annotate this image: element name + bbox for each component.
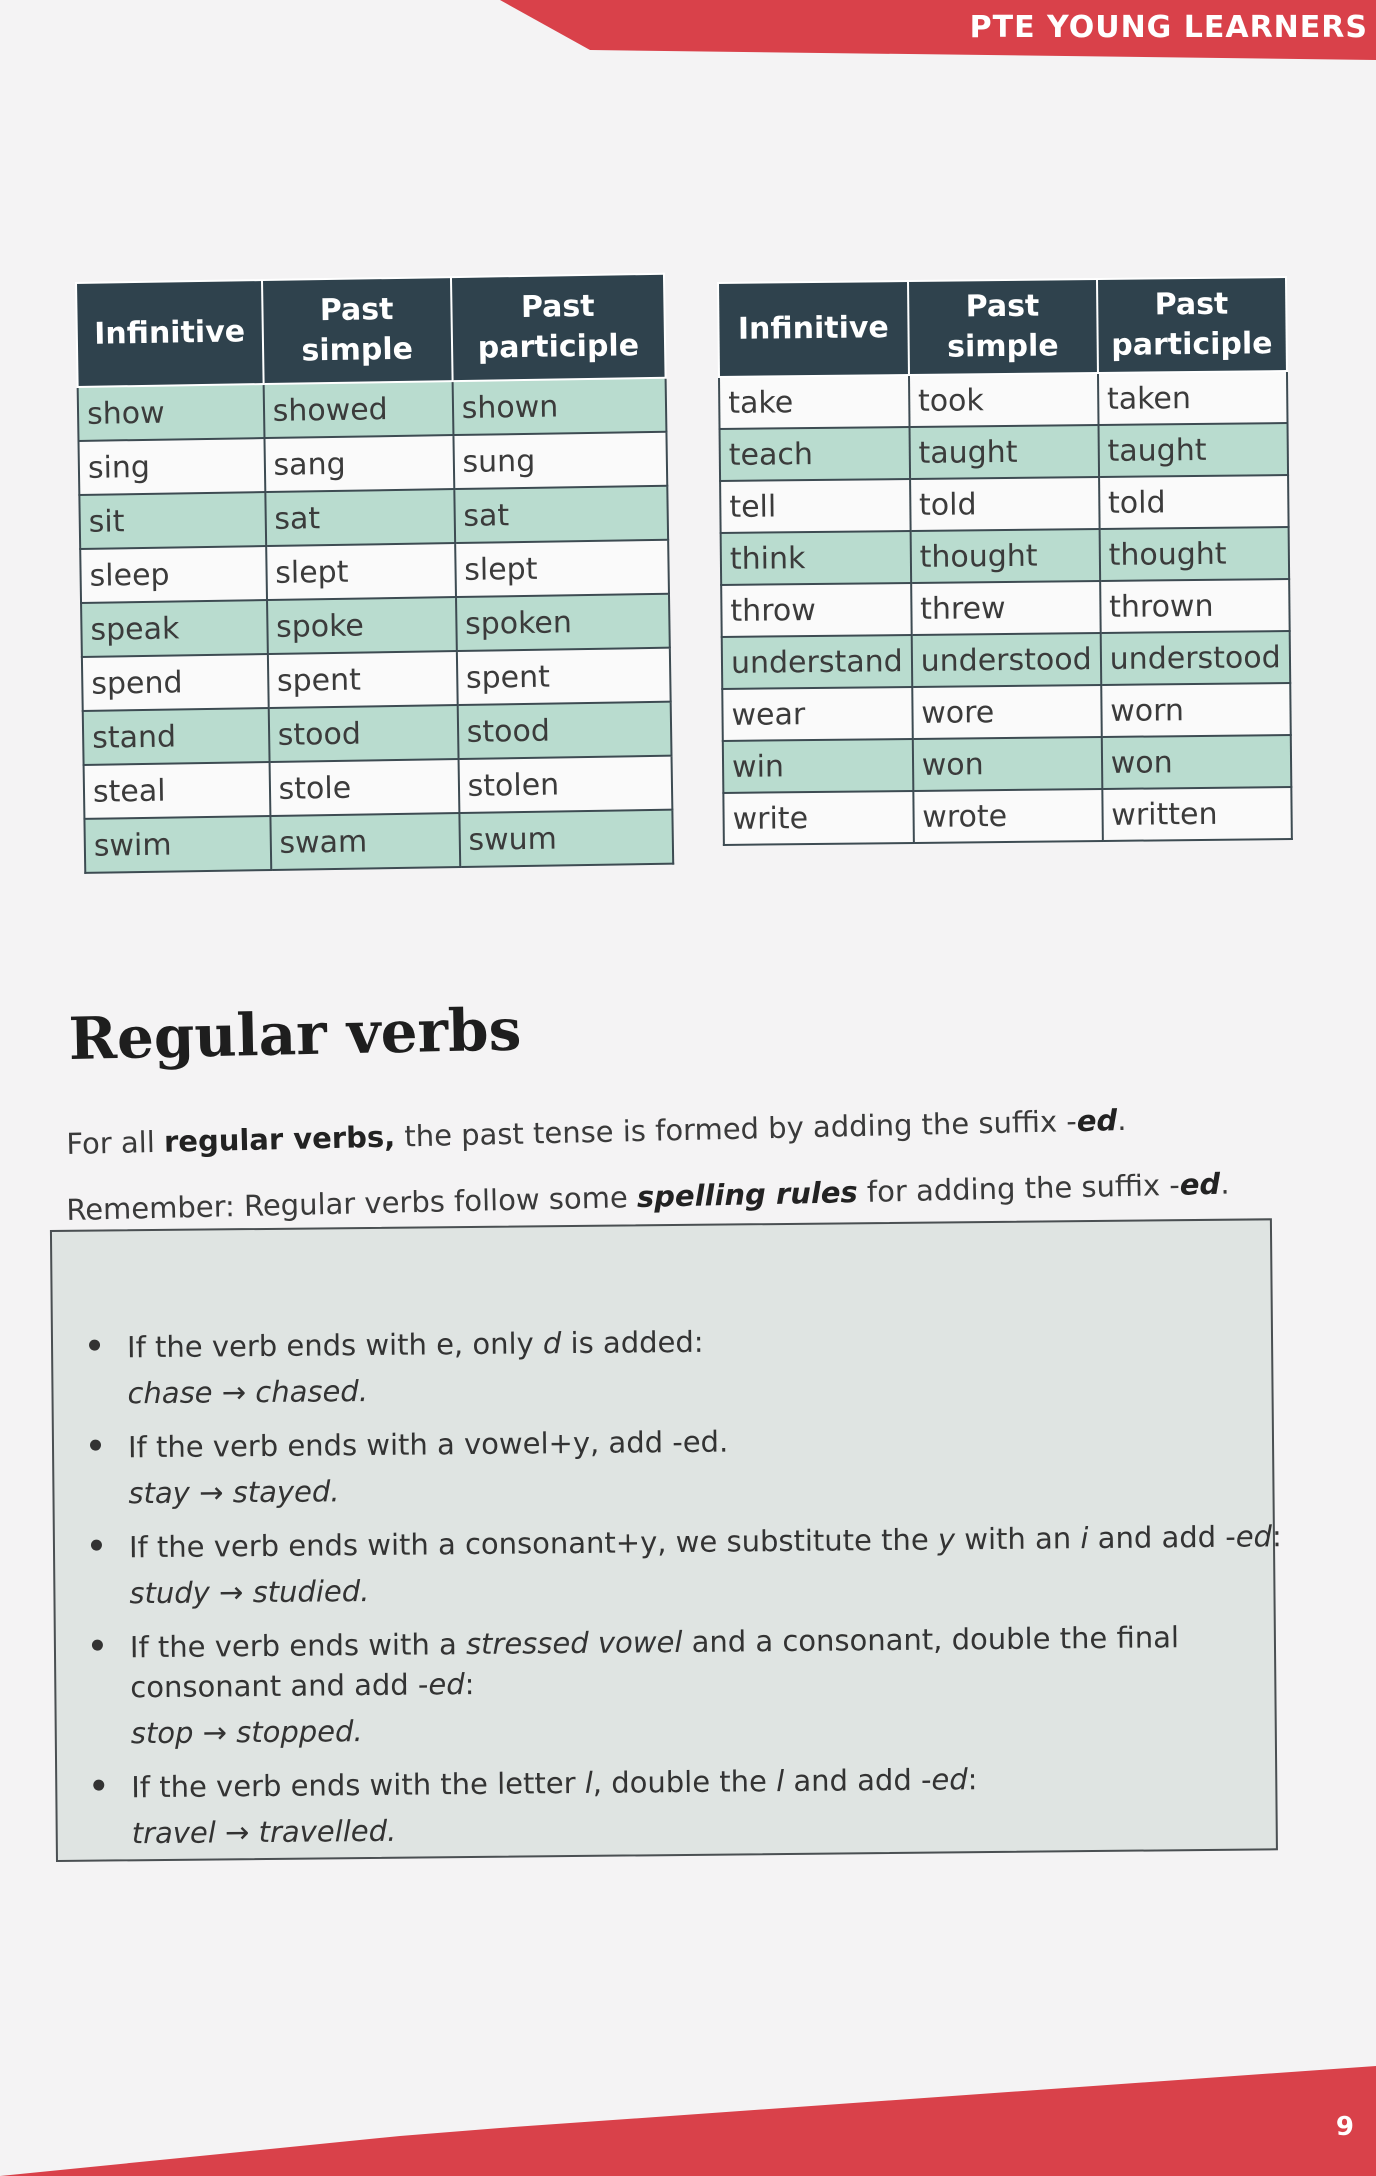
cell-past-simple: spoke bbox=[267, 597, 457, 654]
rule-item bbox=[97, 1759, 978, 1859]
cell-infinitive: spend bbox=[82, 654, 268, 711]
arrow-icon: → bbox=[218, 1575, 244, 1610]
rule-example: travel → travelled. bbox=[131, 1813, 397, 1851]
bold-text: regular verbs, bbox=[163, 1119, 396, 1159]
cell-infinitive: sing bbox=[78, 438, 264, 495]
cell-infinitive: wear bbox=[722, 687, 912, 741]
cell-infinitive: steal bbox=[84, 762, 270, 819]
cell-past-participle: written bbox=[1102, 787, 1292, 841]
table-row bbox=[722, 631, 1290, 689]
reminder-paragraph bbox=[66, 1167, 1230, 1227]
text: . bbox=[1116, 1102, 1127, 1138]
table-row bbox=[82, 648, 671, 711]
rule-text-continued: consonant and add -ed: bbox=[130, 1666, 475, 1705]
bullet-icon bbox=[92, 1640, 103, 1651]
table-row bbox=[78, 432, 667, 495]
table-row bbox=[720, 475, 1288, 533]
column-header-past-participle: Past participle bbox=[1097, 277, 1287, 373]
table-row bbox=[83, 702, 672, 765]
cell-past-participle: taught bbox=[1098, 423, 1288, 477]
cell-past-simple: stole bbox=[269, 759, 459, 816]
cell-past-simple: thought bbox=[910, 529, 1100, 583]
cell-past-participle: slept bbox=[455, 540, 669, 597]
table-row bbox=[79, 486, 668, 549]
section-heading: Regular verbs bbox=[68, 995, 522, 1073]
cell-infinitive: stand bbox=[83, 708, 269, 765]
rule-text: If the verb ends with the letter l, double the l and add -ed: bbox=[131, 1762, 978, 1805]
table-row bbox=[723, 787, 1291, 845]
arrow-icon: → bbox=[198, 1475, 224, 1510]
rule-item bbox=[95, 1516, 1283, 1619]
table-row bbox=[721, 527, 1289, 585]
page-number: 9 bbox=[1335, 2112, 1354, 2142]
cell-past-simple: sang bbox=[264, 435, 454, 492]
spelling-rules-box bbox=[50, 1218, 1282, 1862]
bottom-banner-shape bbox=[0, 2066, 1376, 2176]
table-row bbox=[84, 756, 673, 819]
rule-item bbox=[93, 1322, 704, 1420]
cell-past-simple: swam bbox=[270, 813, 460, 870]
irregular-verbs-table-right bbox=[717, 276, 1293, 846]
table-row bbox=[720, 423, 1288, 481]
cell-past-participle: told bbox=[1099, 475, 1289, 529]
arrow-icon: → bbox=[202, 1715, 228, 1750]
cell-past-simple: showed bbox=[263, 381, 453, 438]
cell-past-participle: stood bbox=[457, 702, 671, 759]
rule-item bbox=[96, 1617, 1180, 1759]
bullet-icon bbox=[91, 1540, 102, 1551]
text: the past tense is formed by adding the suffix - bbox=[394, 1104, 1078, 1154]
cell-infinitive: swim bbox=[84, 816, 270, 873]
cell-past-simple: threw bbox=[911, 581, 1101, 635]
cell-past-simple: wrote bbox=[913, 789, 1103, 843]
cell-past-participle: thought bbox=[1099, 527, 1289, 581]
bold-italic-text: ed bbox=[1179, 1166, 1221, 1202]
cell-infinitive: sit bbox=[79, 492, 265, 549]
rule-example: stay → stayed. bbox=[128, 1474, 340, 1511]
text: . bbox=[1219, 1166, 1230, 1201]
rule-example: chase → chased. bbox=[127, 1373, 369, 1411]
rule-item bbox=[94, 1422, 729, 1520]
rule-text: If the verb ends with e, only d is added: bbox=[126, 1324, 704, 1365]
irregular-verbs-table-left bbox=[75, 273, 674, 874]
bottom-banner bbox=[0, 2066, 1376, 2176]
cell-past-simple: wore bbox=[912, 685, 1102, 739]
cell-infinitive: throw bbox=[721, 583, 911, 637]
cell-past-simple: spent bbox=[267, 651, 457, 708]
table-row bbox=[84, 810, 673, 873]
cell-infinitive: think bbox=[721, 531, 911, 585]
text: Remember: Regular verbs follow some bbox=[66, 1180, 638, 1227]
bold-italic-text: ed bbox=[1076, 1103, 1118, 1139]
cell-past-simple: taught bbox=[909, 425, 1099, 479]
cell-past-participle: spoken bbox=[456, 594, 670, 651]
cell-past-participle: stolen bbox=[458, 756, 672, 813]
table-row bbox=[721, 579, 1289, 637]
cell-past-simple: slept bbox=[266, 543, 456, 600]
cell-infinitive: write bbox=[723, 791, 913, 845]
cell-past-participle: spent bbox=[456, 648, 670, 705]
bullet-icon bbox=[89, 1340, 100, 1351]
cell-past-participle: sung bbox=[453, 432, 667, 489]
rule-text: If the verb ends with a stressed vowel and a consonant, double the final bbox=[129, 1620, 1180, 1665]
table-row bbox=[719, 371, 1287, 429]
header-title: PTE YOUNG LEARNERS bbox=[969, 10, 1368, 45]
column-header-infinitive: Infinitive bbox=[718, 281, 909, 377]
table-row bbox=[80, 540, 669, 603]
top-banner bbox=[0, 0, 1376, 80]
cell-infinitive: sleep bbox=[80, 546, 266, 603]
rule-example: study → studied. bbox=[129, 1573, 370, 1611]
cell-past-simple: stood bbox=[268, 705, 458, 762]
cell-past-participle: worn bbox=[1101, 683, 1291, 737]
cell-infinitive: tell bbox=[720, 479, 910, 533]
cell-past-simple: told bbox=[910, 477, 1100, 531]
arrow-icon: → bbox=[221, 1375, 247, 1410]
table-row bbox=[78, 378, 667, 441]
cell-past-participle: sat bbox=[454, 486, 668, 543]
table-row bbox=[722, 683, 1290, 741]
column-header-past-participle: Past participle bbox=[451, 274, 666, 381]
cell-past-participle: swum bbox=[459, 810, 673, 867]
rule-text: If the verb ends with a vowel+y, add -ed. bbox=[127, 1424, 729, 1465]
cell-past-simple: won bbox=[912, 737, 1102, 791]
cell-past-simple: took bbox=[909, 373, 1099, 427]
rule-example: stop → stopped. bbox=[130, 1714, 363, 1751]
text: for adding the suffix - bbox=[857, 1167, 1181, 1210]
cell-past-participle: thrown bbox=[1100, 579, 1290, 633]
cell-infinitive: teach bbox=[720, 427, 910, 481]
cell-past-simple: sat bbox=[265, 489, 455, 546]
rule-text: If the verb ends with a consonant+y, we substitute the y with an i and add -ed: bbox=[128, 1519, 1282, 1565]
bullet-icon bbox=[90, 1440, 101, 1451]
column-header-past-simple: Past simple bbox=[262, 277, 453, 384]
cell-past-simple: understood bbox=[911, 633, 1101, 687]
cell-infinitive: speak bbox=[81, 600, 267, 657]
table-header-row bbox=[718, 277, 1287, 377]
cell-infinitive: win bbox=[723, 739, 913, 793]
arrow-icon: → bbox=[224, 1815, 250, 1850]
bold-italic-text: spelling rules bbox=[636, 1175, 859, 1215]
table-header-row bbox=[76, 274, 666, 387]
cell-infinitive: understand bbox=[722, 635, 912, 689]
cell-past-participle: taken bbox=[1098, 371, 1288, 425]
cell-past-participle: shown bbox=[452, 378, 666, 435]
column-header-infinitive: Infinitive bbox=[76, 280, 263, 387]
table-row bbox=[723, 735, 1291, 793]
table-row bbox=[81, 594, 670, 657]
cell-past-participle: understood bbox=[1100, 631, 1290, 685]
text: For all bbox=[66, 1124, 165, 1161]
column-header-past-simple: Past simple bbox=[908, 279, 1098, 375]
intro-paragraph bbox=[66, 1103, 1127, 1161]
cell-infinitive: take bbox=[719, 375, 909, 429]
cell-past-participle: won bbox=[1102, 735, 1292, 789]
bullet-icon bbox=[93, 1780, 104, 1791]
cell-infinitive: show bbox=[78, 384, 264, 441]
